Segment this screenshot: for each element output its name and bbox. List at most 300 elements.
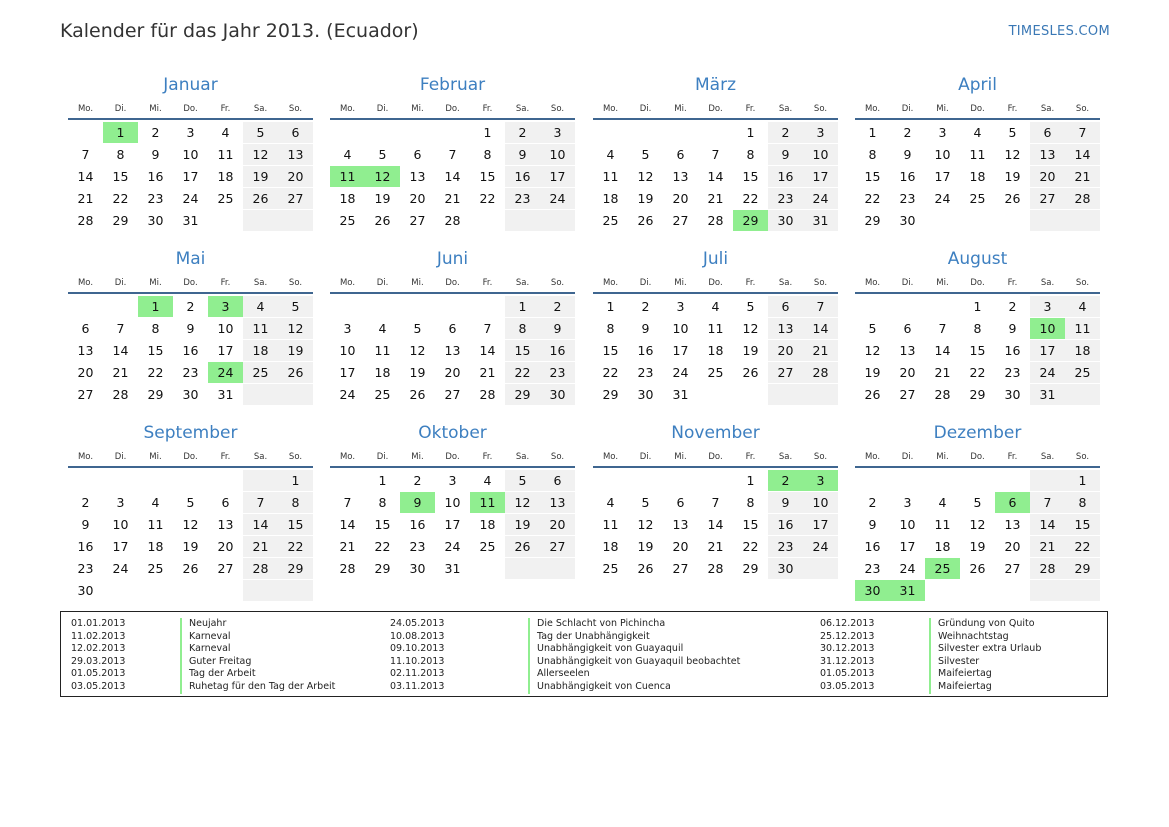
month-name: November — [671, 423, 760, 443]
day-cell: 14 — [77, 169, 94, 184]
weekday-label: Mo. — [77, 278, 94, 288]
empty-cell — [540, 210, 575, 231]
day-cell: 10 — [444, 495, 461, 510]
day-cell: 3 — [116, 495, 125, 510]
day-cell: 11 — [217, 147, 234, 162]
day-cell: 17 — [803, 166, 838, 187]
day-cell: 1 — [868, 125, 877, 140]
week-row — [593, 296, 838, 318]
day-cell: 12 — [278, 318, 313, 339]
weekday-header — [593, 446, 838, 468]
day-cell: 18 — [243, 340, 278, 361]
day-cell: 8 — [116, 147, 125, 162]
day-cell: 28 — [243, 558, 278, 579]
weekday-label: Fr. — [745, 278, 756, 288]
day-cell: 8 — [868, 147, 877, 162]
week-row — [855, 210, 1100, 232]
day-cell: 29 — [112, 213, 129, 228]
week-row — [330, 340, 575, 362]
day-cell: 17 — [112, 539, 129, 554]
day-cell: 19 — [409, 365, 426, 380]
weekday-label: Mo. — [602, 278, 619, 288]
day-cell: 29 — [742, 561, 759, 576]
weekday-label: Mi. — [936, 104, 949, 114]
day-cell: 17 — [803, 514, 838, 535]
empty-cell — [173, 470, 208, 491]
day-cell: 4 — [606, 147, 615, 162]
day-cell: 17 — [1030, 340, 1065, 361]
day-cell: 10 — [1030, 318, 1065, 339]
holiday-name: Maifeiertag — [929, 668, 1041, 681]
week-row — [68, 362, 313, 384]
empty-cell — [138, 470, 173, 491]
day-cell: 19 — [637, 539, 654, 554]
day-cell: 7 — [938, 321, 947, 336]
day-cell: 1 — [973, 299, 982, 314]
day-cell: 20 — [278, 166, 313, 187]
day-cell: 6 — [903, 321, 912, 336]
day-cell: 29 — [864, 213, 881, 228]
holiday-name: Allerseelen — [528, 668, 740, 681]
holiday-name: Weihnachtstag — [929, 631, 1041, 644]
day-cell: 26 — [1004, 191, 1021, 206]
weekday-label: Fr. — [482, 104, 493, 114]
day-cell: 2 — [903, 125, 912, 140]
day-cell: 7 — [81, 147, 90, 162]
day-cell: 2 — [768, 470, 803, 491]
empty-cell — [103, 470, 138, 491]
day-cell: 24 — [803, 188, 838, 209]
weekday-label: Fr. — [745, 104, 756, 114]
month-name: Dezember — [933, 423, 1022, 443]
week-row — [330, 318, 575, 340]
day-cell: 20 — [409, 191, 426, 206]
week-row — [855, 188, 1100, 210]
day-cell: 14 — [1065, 144, 1100, 165]
day-cell: 31 — [672, 387, 689, 402]
day-cell: 1 — [278, 470, 313, 491]
day-cell: 22 — [1065, 536, 1100, 557]
weekday-label: Do. — [970, 104, 985, 114]
holiday-date: 01.05.2013 — [820, 668, 875, 680]
day-cell: 20 — [768, 340, 803, 361]
day-cell: 6 — [995, 492, 1030, 513]
empty-cell — [890, 296, 925, 317]
day-cell: 15 — [969, 343, 986, 358]
day-cell: 19 — [969, 539, 986, 554]
week-row — [68, 166, 313, 188]
empty-cell — [365, 122, 400, 143]
day-cell: 15 — [374, 517, 391, 532]
empty-cell — [103, 580, 138, 601]
day-cell: 22 — [278, 536, 313, 557]
day-cell: 13 — [409, 169, 426, 184]
weekday-label: Sa. — [253, 104, 268, 114]
day-cell: 2 — [868, 495, 877, 510]
day-cell: 19 — [864, 365, 881, 380]
weekday-label: Mi. — [411, 452, 424, 462]
empty-cell — [995, 210, 1030, 231]
day-cell: 7 — [343, 495, 352, 510]
day-cell: 25 — [339, 213, 356, 228]
empty-cell — [855, 470, 890, 491]
weekday-label: So. — [1075, 278, 1090, 288]
day-cell: 9 — [400, 492, 435, 513]
weekday-label: Mo. — [602, 104, 619, 114]
weekday-header — [330, 446, 575, 468]
day-cell: 18 — [934, 539, 951, 554]
day-cell: 12 — [365, 166, 400, 187]
empty-cell — [208, 580, 243, 601]
day-cell: 28 — [339, 561, 356, 576]
week-row — [330, 384, 575, 406]
week-row — [855, 558, 1100, 580]
day-cell: 18 — [1065, 340, 1100, 361]
weekday-label: Sa. — [778, 278, 793, 288]
weekday-label: Mo. — [339, 104, 356, 114]
empty-cell — [243, 580, 278, 601]
day-cell: 15 — [479, 169, 496, 184]
day-cell: 14 — [243, 514, 278, 535]
day-cell: 16 — [864, 539, 881, 554]
week-row — [330, 514, 575, 536]
day-cell: 3 — [343, 321, 352, 336]
week-row — [330, 470, 575, 492]
weekday-label: Di. — [901, 104, 914, 114]
weekday-label: Sa. — [1040, 452, 1055, 462]
day-cell: 30 — [77, 583, 94, 598]
empty-cell — [628, 470, 663, 491]
day-cell: 24 — [803, 536, 838, 557]
empty-cell — [365, 296, 400, 317]
day-cell: 31 — [803, 210, 838, 231]
day-cell: 9 — [505, 144, 540, 165]
day-cell: 30 — [409, 561, 426, 576]
holiday-name: Gründung von Quito — [929, 618, 1041, 631]
day-cell: 27 — [444, 387, 461, 402]
day-cell: 11 — [602, 169, 619, 184]
day-cell: 7 — [1030, 492, 1065, 513]
day-cell: 23 — [409, 539, 426, 554]
weekday-label: Fr. — [220, 104, 231, 114]
weekday-header — [593, 98, 838, 120]
weekday-label: Fr. — [482, 278, 493, 288]
holiday-date: 06.12.2013 — [820, 618, 875, 629]
empty-cell — [768, 384, 803, 405]
weekday-label: Sa. — [253, 278, 268, 288]
day-cell: 18 — [339, 191, 356, 206]
month-11 — [855, 420, 1100, 602]
month-name: August — [947, 249, 1008, 269]
brand-logo-text[interactable]: TIMESLES.COM — [1008, 24, 1110, 39]
day-cell: 12 — [742, 321, 759, 336]
week-row — [593, 210, 838, 232]
holiday-name: Tag der Unabhängigkeit — [528, 631, 740, 644]
day-cell: 6 — [1030, 122, 1065, 143]
day-cell: 26 — [742, 365, 759, 380]
weekday-label: So. — [1075, 452, 1090, 462]
day-cell: 12 — [1004, 147, 1021, 162]
day-cell: 22 — [479, 191, 496, 206]
day-cell: 13 — [217, 517, 234, 532]
day-cell: 16 — [77, 539, 94, 554]
day-cell: 26 — [182, 561, 199, 576]
day-cell: 15 — [278, 514, 313, 535]
weekday-label: So. — [813, 278, 828, 288]
month-10 — [593, 420, 838, 580]
empty-cell — [1030, 210, 1065, 231]
weekday-label: Do. — [183, 452, 198, 462]
day-cell: 14 — [112, 343, 129, 358]
day-cell: 30 — [182, 387, 199, 402]
weekday-label: Di. — [639, 452, 652, 462]
weekday-label: Sa. — [253, 452, 268, 462]
day-cell: 8 — [746, 147, 755, 162]
week-row — [855, 122, 1100, 144]
day-cell: 29 — [1065, 558, 1100, 579]
day-cell: 5 — [505, 470, 540, 491]
day-cell: 18 — [479, 517, 496, 532]
empty-cell — [1065, 580, 1100, 601]
day-cell: 28 — [1065, 188, 1100, 209]
day-cell: 15 — [742, 169, 759, 184]
day-cell: 10 — [182, 147, 199, 162]
empty-cell — [925, 296, 960, 317]
month-5 — [330, 246, 575, 406]
legend-name-column — [929, 618, 1041, 694]
day-cell: 22 — [147, 365, 164, 380]
day-cell: 12 — [969, 517, 986, 532]
empty-cell — [505, 210, 540, 231]
day-cell: 24 — [1030, 362, 1065, 383]
day-cell: 12 — [637, 169, 654, 184]
day-cell: 7 — [483, 321, 492, 336]
weekday-header — [330, 98, 575, 120]
weekday-label: So. — [1075, 104, 1090, 114]
day-cell: 20 — [77, 365, 94, 380]
day-cell: 4 — [711, 299, 720, 314]
day-cell: 12 — [243, 144, 278, 165]
empty-cell — [278, 210, 313, 231]
day-cell: 11 — [374, 343, 391, 358]
day-cell: 14 — [707, 517, 724, 532]
weekday-label: Do. — [970, 278, 985, 288]
day-cell: 3 — [676, 299, 685, 314]
week-row — [68, 340, 313, 362]
weekday-label: Do. — [445, 452, 460, 462]
holiday-date: 11.10.2013 — [390, 655, 445, 667]
day-cell: 11 — [243, 318, 278, 339]
weekday-label: Do. — [183, 104, 198, 114]
month-1 — [330, 72, 575, 232]
weekday-label: Fr. — [1007, 452, 1018, 462]
holiday-name: Unabhängigkeit von Cuenca — [528, 681, 740, 694]
day-cell: 27 — [217, 561, 234, 576]
day-cell: 26 — [637, 213, 654, 228]
day-cell: 25 — [147, 561, 164, 576]
day-cell: 15 — [147, 343, 164, 358]
weekday-label: Mi. — [411, 278, 424, 288]
day-cell: 24 — [112, 561, 129, 576]
day-cell: 7 — [243, 492, 278, 513]
month-7 — [855, 246, 1100, 406]
empty-cell — [138, 580, 173, 601]
weekday-label: Mo. — [77, 104, 94, 114]
day-cell: 6 — [448, 321, 457, 336]
day-cell: 24 — [339, 387, 356, 402]
day-cell: 16 — [147, 169, 164, 184]
day-cell: 13 — [540, 492, 575, 513]
day-cell: 2 — [1008, 299, 1017, 314]
weekday-label: Di. — [114, 452, 127, 462]
holiday-name: Guter Freitag — [180, 656, 335, 669]
day-cell: 21 — [803, 340, 838, 361]
holiday-date: 10.08.2013 — [390, 630, 445, 642]
empty-cell — [803, 558, 838, 579]
day-cell: 16 — [1004, 343, 1021, 358]
holiday-name: Ruhetag für den Tag der Arbeit — [180, 681, 335, 694]
empty-cell — [243, 210, 278, 231]
day-cell: 9 — [1008, 321, 1017, 336]
day-cell: 21 — [1065, 166, 1100, 187]
holiday-date: 09.10.2013 — [390, 643, 445, 655]
day-cell: 12 — [182, 517, 199, 532]
day-cell: 9 — [903, 147, 912, 162]
weekday-label: So. — [288, 452, 303, 462]
day-cell: 22 — [742, 539, 759, 554]
day-cell: 21 — [112, 365, 129, 380]
day-cell: 25 — [479, 539, 496, 554]
empty-cell — [663, 122, 698, 143]
holiday-name: Silvester extra Urlaub — [929, 643, 1041, 656]
week-row — [68, 492, 313, 514]
empty-cell — [435, 122, 470, 143]
week-row — [593, 318, 838, 340]
day-cell: 21 — [243, 536, 278, 557]
day-cell: 29 — [147, 387, 164, 402]
day-cell: 18 — [707, 343, 724, 358]
weekday-label: So. — [550, 452, 565, 462]
weekday-label: Di. — [901, 278, 914, 288]
day-cell: 26 — [278, 362, 313, 383]
empty-cell — [960, 470, 995, 491]
day-cell: 31 — [444, 561, 461, 576]
day-cell: 19 — [1004, 169, 1021, 184]
week-row — [593, 514, 838, 536]
day-cell: 17 — [339, 365, 356, 380]
day-cell: 1 — [746, 125, 755, 140]
week-row — [330, 558, 575, 580]
day-cell: 11 — [707, 321, 724, 336]
weekday-label: Di. — [376, 452, 389, 462]
day-cell: 6 — [413, 147, 422, 162]
day-cell: 17 — [934, 169, 951, 184]
day-cell: 22 — [864, 191, 881, 206]
day-cell: 16 — [768, 514, 803, 535]
empty-cell — [1065, 384, 1100, 405]
empty-cell — [400, 122, 435, 143]
week-row — [68, 580, 313, 602]
empty-cell — [470, 558, 505, 579]
week-row — [68, 384, 313, 406]
day-cell: 7 — [1065, 122, 1100, 143]
day-cell: 20 — [217, 539, 234, 554]
holiday-date: 31.12.2013 — [820, 655, 875, 667]
week-row — [593, 384, 838, 406]
day-cell: 10 — [112, 517, 129, 532]
day-cell: 10 — [339, 343, 356, 358]
week-row — [593, 188, 838, 210]
weekday-label: Mi. — [149, 104, 162, 114]
weekday-label: Di. — [639, 278, 652, 288]
week-row — [68, 318, 313, 340]
day-cell: 2 — [641, 299, 650, 314]
week-row — [68, 558, 313, 580]
empty-cell — [278, 580, 313, 601]
day-cell: 5 — [243, 122, 278, 143]
weekday-label: Mo. — [864, 278, 881, 288]
holiday-name: Neujahr — [180, 618, 335, 631]
holiday-name: Tag der Arbeit — [180, 668, 335, 681]
day-cell: 31 — [182, 213, 199, 228]
day-cell: 27 — [899, 387, 916, 402]
weekday-label: Do. — [970, 452, 985, 462]
empty-cell — [995, 470, 1030, 491]
legend-date-column — [390, 618, 444, 694]
day-cell: 1 — [505, 296, 540, 317]
day-cell: 22 — [374, 539, 391, 554]
weekday-label: Sa. — [778, 452, 793, 462]
day-cell: 23 — [637, 365, 654, 380]
empty-cell — [540, 558, 575, 579]
day-cell: 24 — [672, 365, 689, 380]
day-cell: 5 — [186, 495, 195, 510]
holiday-name: Unabhängigkeit von Guayaquil — [528, 643, 740, 656]
day-cell: 22 — [602, 365, 619, 380]
day-cell: 7 — [116, 321, 125, 336]
month-2 — [593, 72, 838, 232]
week-row — [855, 492, 1100, 514]
week-row — [68, 210, 313, 232]
day-cell: 28 — [444, 213, 461, 228]
weekday-label: Sa. — [778, 104, 793, 114]
weekday-label: Mo. — [864, 452, 881, 462]
day-cell: 27 — [409, 213, 426, 228]
day-cell: 2 — [505, 122, 540, 143]
weekday-header — [68, 98, 313, 120]
day-cell: 13 — [672, 517, 689, 532]
day-cell: 30 — [1004, 387, 1021, 402]
day-cell: 11 — [330, 166, 365, 187]
day-cell: 28 — [1030, 558, 1065, 579]
day-cell: 3 — [803, 122, 838, 143]
day-cell: 7 — [803, 296, 838, 317]
day-cell: 10 — [540, 144, 575, 165]
empty-cell — [995, 580, 1030, 601]
day-cell: 17 — [182, 169, 199, 184]
empty-cell — [400, 296, 435, 317]
day-cell: 24 — [182, 191, 199, 206]
day-cell: 12 — [637, 517, 654, 532]
day-cell: 23 — [768, 536, 803, 557]
day-cell: 1 — [378, 473, 387, 488]
empty-cell — [330, 122, 365, 143]
holiday-date: 01.01.2013 — [71, 618, 126, 629]
holiday-date: 25.12.2013 — [820, 630, 875, 642]
day-cell: 25 — [243, 362, 278, 383]
day-cell: 14 — [479, 343, 496, 358]
month-8 — [68, 420, 313, 602]
